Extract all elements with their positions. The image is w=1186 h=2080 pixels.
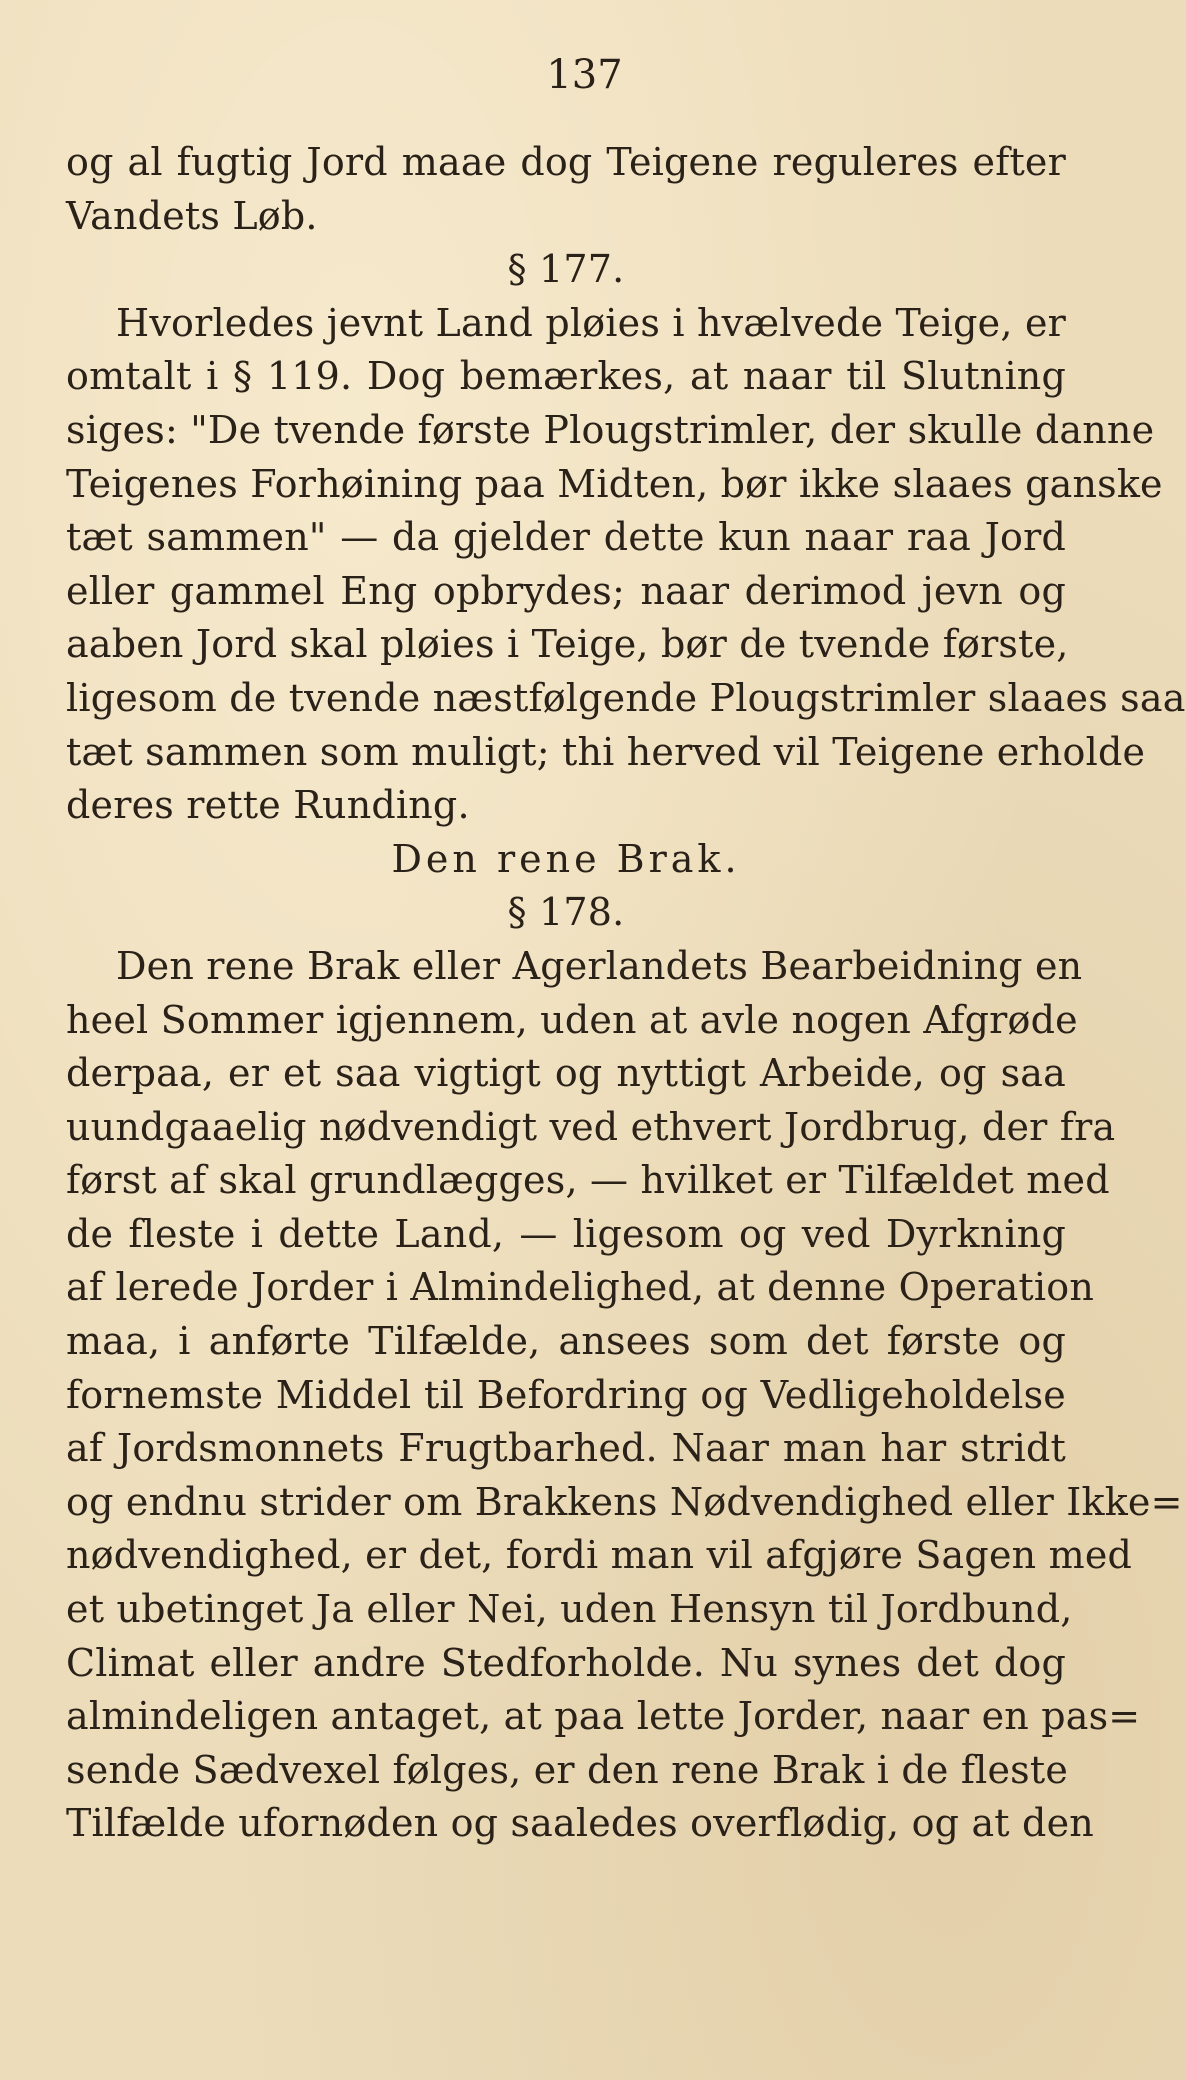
section-number: § 178. [507, 890, 625, 935]
text-line: af lerede Jorder i Almindelighed, at denne Operation [66, 1265, 1094, 1310]
text-line: nødvendighed, er det, fordi man vil afgjøre Sagen med [66, 1533, 1133, 1578]
text-line: derpaa, er et saa vigtigt og nyttigt Arbeide, og saa [66, 1051, 1066, 1096]
text-line: tæt sammen" — da gjelder dette kun naar raa Jord [66, 515, 1066, 560]
text-line: aaben Jord skal pløies i Teige, bør de tvende første, [66, 622, 1069, 667]
text-line: først af skal grundlægges, — hvilket er Tilfældet med [66, 1158, 1110, 1203]
body-text [66, 136, 1186, 1851]
text-line: omtalt i § 119. Dog bemærkes, at naar til Slutning [66, 354, 1066, 399]
text-line: Hvorledes jevnt Land pløies i hvælvede Teige, er [116, 300, 1066, 345]
section-heading: Den rene Brak. [391, 836, 741, 881]
text-line: sende Sædvexel følges, er den rene Brak i de fleste [66, 1747, 1069, 1792]
text-line: de fleste i dette Land, — ligesom og ved Dyrkning [66, 1211, 1066, 1256]
text-line: Den rene Brak eller Agerlandets Bearbeidning en [116, 943, 1083, 988]
text-line: almindeligen antaget, at paa lette Jorder, naar en pas= [66, 1694, 1141, 1739]
text-line: heel Sommer igjennem, uden at avle nogen Afgrøde [66, 997, 1078, 1042]
text-line: Climat eller andre Stedforholde. Nu synes det dog [66, 1640, 1066, 1685]
text-line: Tilfælde ufornøden og saaledes overflødig, og at den [66, 1801, 1094, 1846]
text-line: af Jordsmonnets Frugtbarhed. Naar man har stridt [66, 1426, 1066, 1471]
text-line: og endnu strider om Brakkens Nødvendighed eller Ikke= [66, 1479, 1183, 1524]
text-line: og al fugtig Jord maae dog Teigene reguleres efter [66, 140, 1066, 184]
page-number: 137 [546, 52, 623, 98]
text-line: eller gammel Eng opbrydes; naar derimod jevn og [66, 568, 1066, 613]
text-line: siges: "De tvende første Plougstrimler, der skulle danne [66, 407, 1155, 452]
text-line: Vandets Løb. [66, 193, 318, 238]
text-line: ligesom de tvende næstfølgende Plougstrimler slaaes saa [66, 675, 1186, 720]
text-line: fornemste Middel til Befordring og Vedligeholdelse [66, 1372, 1066, 1417]
section-number: § 177. [507, 247, 625, 292]
text-line: uundgaaelig nødvendigt ved ethvert Jordbrug, der fra [66, 1104, 1116, 1149]
text-line: Teigenes Forhøining paa Midten, bør ikke slaaes ganske [66, 461, 1163, 506]
text-line: et ubetinget Ja eller Nei, uden Hensyn til Jordbund, [66, 1587, 1073, 1632]
text-line: maa, i anførte Tilfælde, ansees som det første og [66, 1319, 1066, 1364]
text-line: deres rette Runding. [66, 783, 470, 828]
text-line: tæt sammen som muligt; thi herved vil Teigene erholde [66, 729, 1146, 774]
